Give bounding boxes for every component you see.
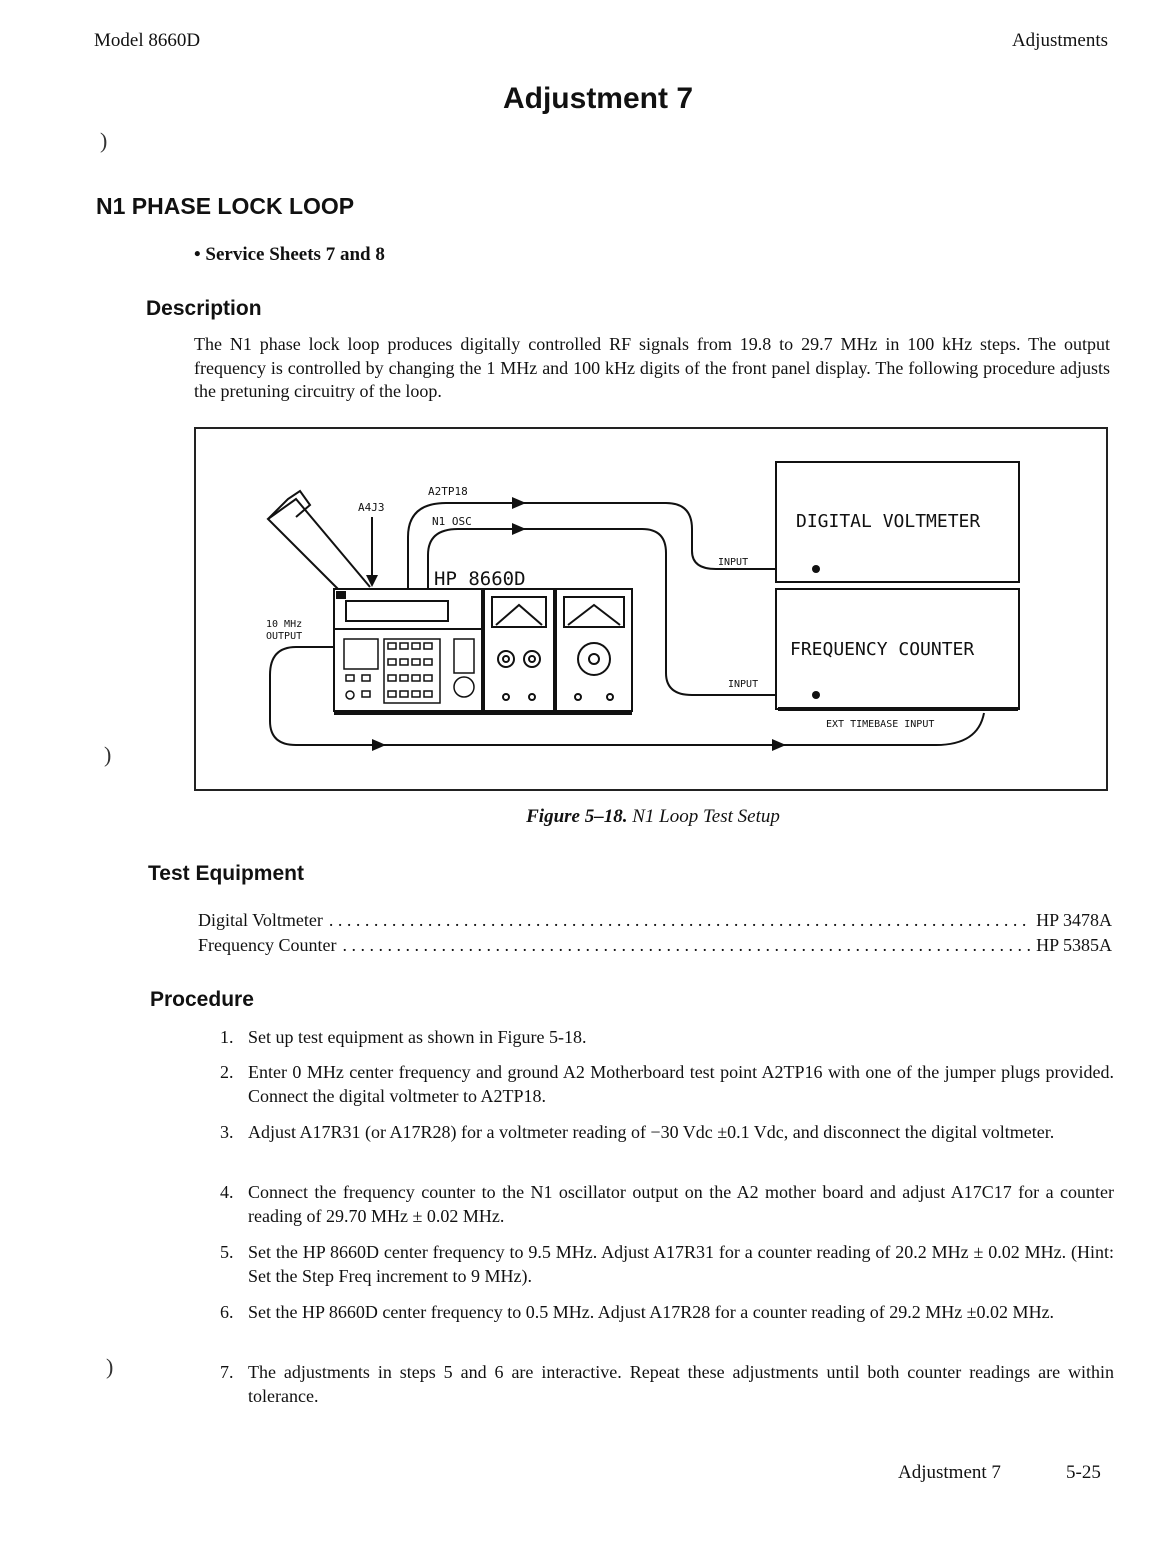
margin-mark: ) bbox=[100, 128, 108, 153]
procedure-step bbox=[220, 1300, 1114, 1324]
step-number: 1. bbox=[220, 1027, 234, 1047]
figure-caption-text: N1 Loop Test Setup bbox=[632, 806, 780, 827]
margin-mark: ) bbox=[104, 742, 112, 767]
footer-page-number: 5-25 bbox=[1066, 1462, 1101, 1483]
procedure-heading: Procedure bbox=[150, 988, 254, 1011]
figure-frame bbox=[194, 427, 1108, 791]
procedure-step bbox=[220, 1180, 1114, 1228]
label-output: OUTPUT bbox=[266, 631, 303, 642]
step-text: The adjustments in steps 5 and 6 are interactive. Repeat these adjustments until both counter readings are within tolerance. bbox=[248, 1362, 1114, 1406]
step-number: 7. bbox=[220, 1362, 234, 1382]
label-n1-osc: N1 OSC bbox=[432, 515, 472, 528]
procedure-step bbox=[220, 1360, 1114, 1408]
description-heading: Description bbox=[146, 297, 262, 320]
equipment-model: HP 3478A bbox=[1036, 910, 1112, 930]
procedure-step bbox=[220, 1060, 1114, 1108]
footer-label: Adjustment 7 bbox=[898, 1462, 1001, 1483]
step-text: Adjust A17R31 (or A17R28) for a voltmeter reading of −30 Vdc ±0.1 Vdc, and disconnect the digital voltmeter. bbox=[248, 1122, 1055, 1142]
label-ext-timebase: EXT TIMEBASE INPUT bbox=[826, 719, 935, 730]
header-section: Adjustments bbox=[1011, 30, 1108, 51]
margin-mark: ) bbox=[106, 1354, 114, 1379]
step-text: Enter 0 MHz center frequency and ground A2 Motherboard test point A2TP16 with one of the jumper plugs provided. Connect the digital voltmeter to A2TP18. bbox=[248, 1062, 1114, 1106]
equipment-model: HP 5385A bbox=[1036, 935, 1112, 955]
procedure-step bbox=[220, 1025, 1114, 1049]
step-number: 2. bbox=[220, 1062, 234, 1082]
step-number: 6. bbox=[220, 1302, 234, 1322]
bullet-icon: • bbox=[194, 244, 201, 265]
label-digital-voltmeter: DIGITAL VOLTMETER bbox=[796, 511, 981, 532]
leader-dots bbox=[342, 935, 1030, 956]
service-sheets-text: Service Sheets 7 and 8 bbox=[205, 244, 385, 265]
test-equipment-heading: Test Equipment bbox=[148, 862, 304, 885]
page-title: Adjustment 7 bbox=[502, 82, 694, 115]
label-hp-8660d: HP 8660D bbox=[434, 568, 526, 590]
label-dvm-input: INPUT bbox=[718, 557, 749, 568]
header-model: Model 8660D bbox=[94, 30, 201, 51]
step-number: 5. bbox=[220, 1242, 234, 1262]
step-number: 3. bbox=[220, 1122, 234, 1142]
equipment-row bbox=[198, 910, 1112, 931]
label-frequency-counter: FREQUENCY COUNTER bbox=[790, 639, 975, 660]
step-text: Set the HP 8660D center frequency to 0.5 MHz. Adjust A17R28 for a counter reading of 29.2 MHz ±0.02 MHz. bbox=[248, 1302, 1055, 1322]
equipment-name: Frequency Counter bbox=[198, 935, 337, 955]
equipment-name: Digital Voltmeter bbox=[198, 910, 323, 930]
test-setup-diagram bbox=[196, 429, 1106, 789]
figure-caption bbox=[0, 806, 1176, 828]
service-sheets bbox=[194, 244, 385, 266]
label-10mhz: 10 MHz bbox=[266, 619, 303, 630]
step-text: Set up test equipment as shown in Figure 5-18. bbox=[248, 1027, 587, 1047]
step-number: 4. bbox=[220, 1182, 234, 1202]
figure-caption-prefix: Figure 5–18. bbox=[526, 806, 628, 827]
step-text: Set the HP 8660D center frequency to 9.5 MHz. Adjust A17R31 for a counter reading of 20.2 MHz ± 0.02 MHz. (Hint: Set the Step Freq increment to 9 MHz). bbox=[248, 1242, 1114, 1286]
procedure-step bbox=[220, 1240, 1114, 1288]
label-a4j3: A4J3 bbox=[358, 501, 385, 514]
section-title: N1 PHASE LOCK LOOP bbox=[96, 193, 355, 219]
step-text: Connect the frequency counter to the N1 oscillator output on the A2 mother board and adjust A17C17 for a counter reading of 29.70 MHz ± 0.02 MHz. bbox=[248, 1182, 1114, 1226]
procedure-step bbox=[220, 1120, 1114, 1144]
label-counter-input: INPUT bbox=[728, 679, 759, 690]
leader-dots bbox=[329, 910, 1030, 931]
equipment-row bbox=[198, 935, 1112, 956]
label-a2tp18: A2TP18 bbox=[428, 485, 468, 498]
description-text: The N1 phase lock loop produces digitally controlled RF signals from 19.8 to 29.7 MHz in 100 kHz steps. The output frequency is controlled by changing the 1 MHz and 100 kHz digits of the front panel display. The following procedure adjusts the pretuning circuitry of the loop. bbox=[194, 334, 1110, 401]
